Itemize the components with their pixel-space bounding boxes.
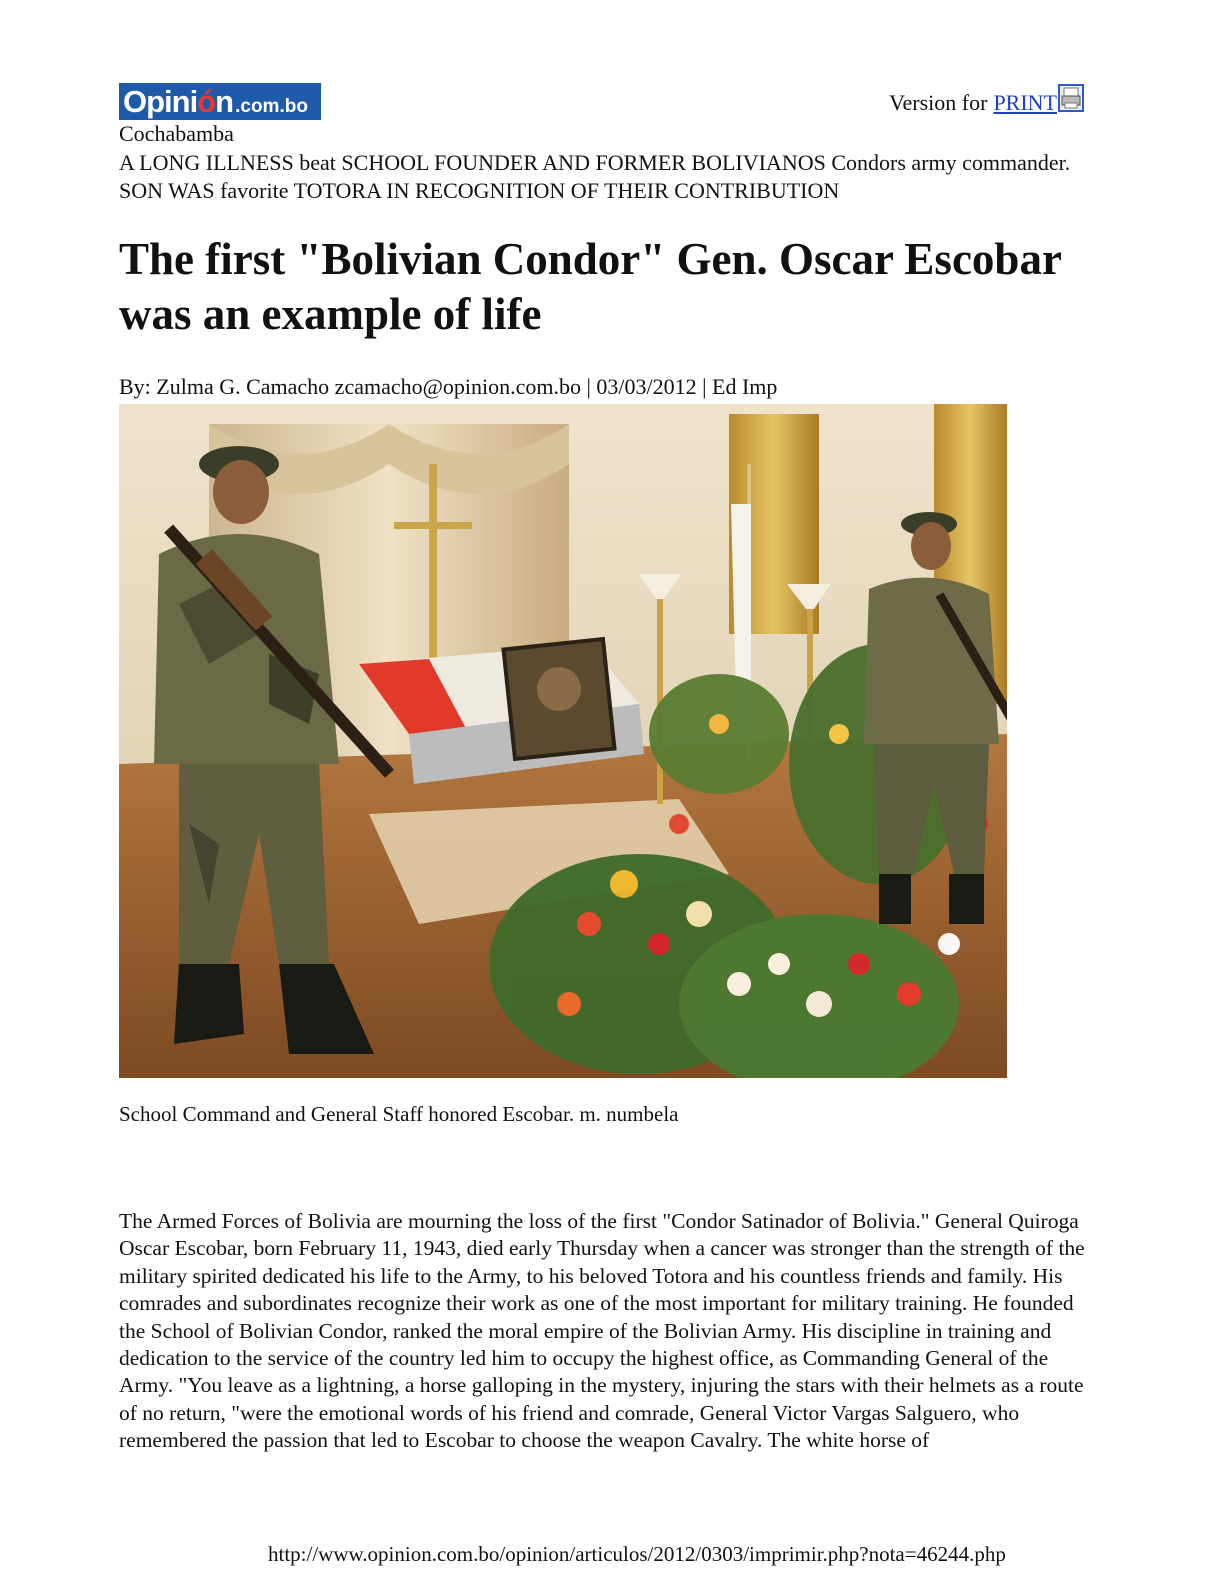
site-logo[interactable]	[119, 83, 321, 120]
article-body: The Armed Forces of Bolivia are mourning the loss of the first "Condor Satinador of Bolivia." General Quiroga Oscar Escobar, born February 11, 1943, died early Thursday when a cancer was stronger than the strength of the military spirited dedicated his life to the Army, to his beloved Totora and his countless friends and family. His comrades and subordinates recognize their work as one of the most important for military training. He founded the School of Bolivian Condor, ranked the moral empire of the Bolivian Army. His discipline in training and dedication to the service of the country led him to occupy the highest office, as Commanding General of the Army. "You leave as a lightning, a horse galloping in the mystery, injuring the stars with their helmets as a route of no return, "were the emotional words of his friend and comrade, General Victor Vargas Salguero, who remembered the passion that led to Escobar to choose the weapon Cavalry. The white horse of	[119, 1209, 1085, 1453]
logo-domain: .com.bo	[235, 96, 308, 117]
logo-wordmark: Opinión	[123, 84, 234, 119]
print-prefix: Version for	[889, 90, 988, 115]
footer-url: http://www.opinion.com.bo/opinion/articulos/2012/0303/imprimir.php?nota=46244.php	[268, 1542, 1006, 1566]
photo-caption: School Command and General Staff honored Escobar. m. numbela	[119, 1102, 679, 1126]
article-photo	[119, 404, 1007, 1078]
printer-icon[interactable]	[1058, 84, 1084, 112]
article-kicker: A LONG ILLNESS beat SCHOOL FOUNDER AND FORMER BOLIVIANOS Condors army commander. SON WAS favorite TOTORA IN RECOGNITION OF THEIR CONTRIBUTION	[119, 150, 1071, 203]
section-label: Cochabamba	[119, 121, 234, 146]
article-headline: The first "Bolivian Condor" Gen. Oscar Escobar was an example of life	[119, 234, 1062, 339]
print-link[interactable]: PRINT	[993, 90, 1057, 115]
article-byline: By: Zulma G. Camacho zcamacho@opinion.com.bo | 03/03/2012 | Ed Imp	[119, 374, 778, 399]
print-version	[889, 88, 1084, 116]
